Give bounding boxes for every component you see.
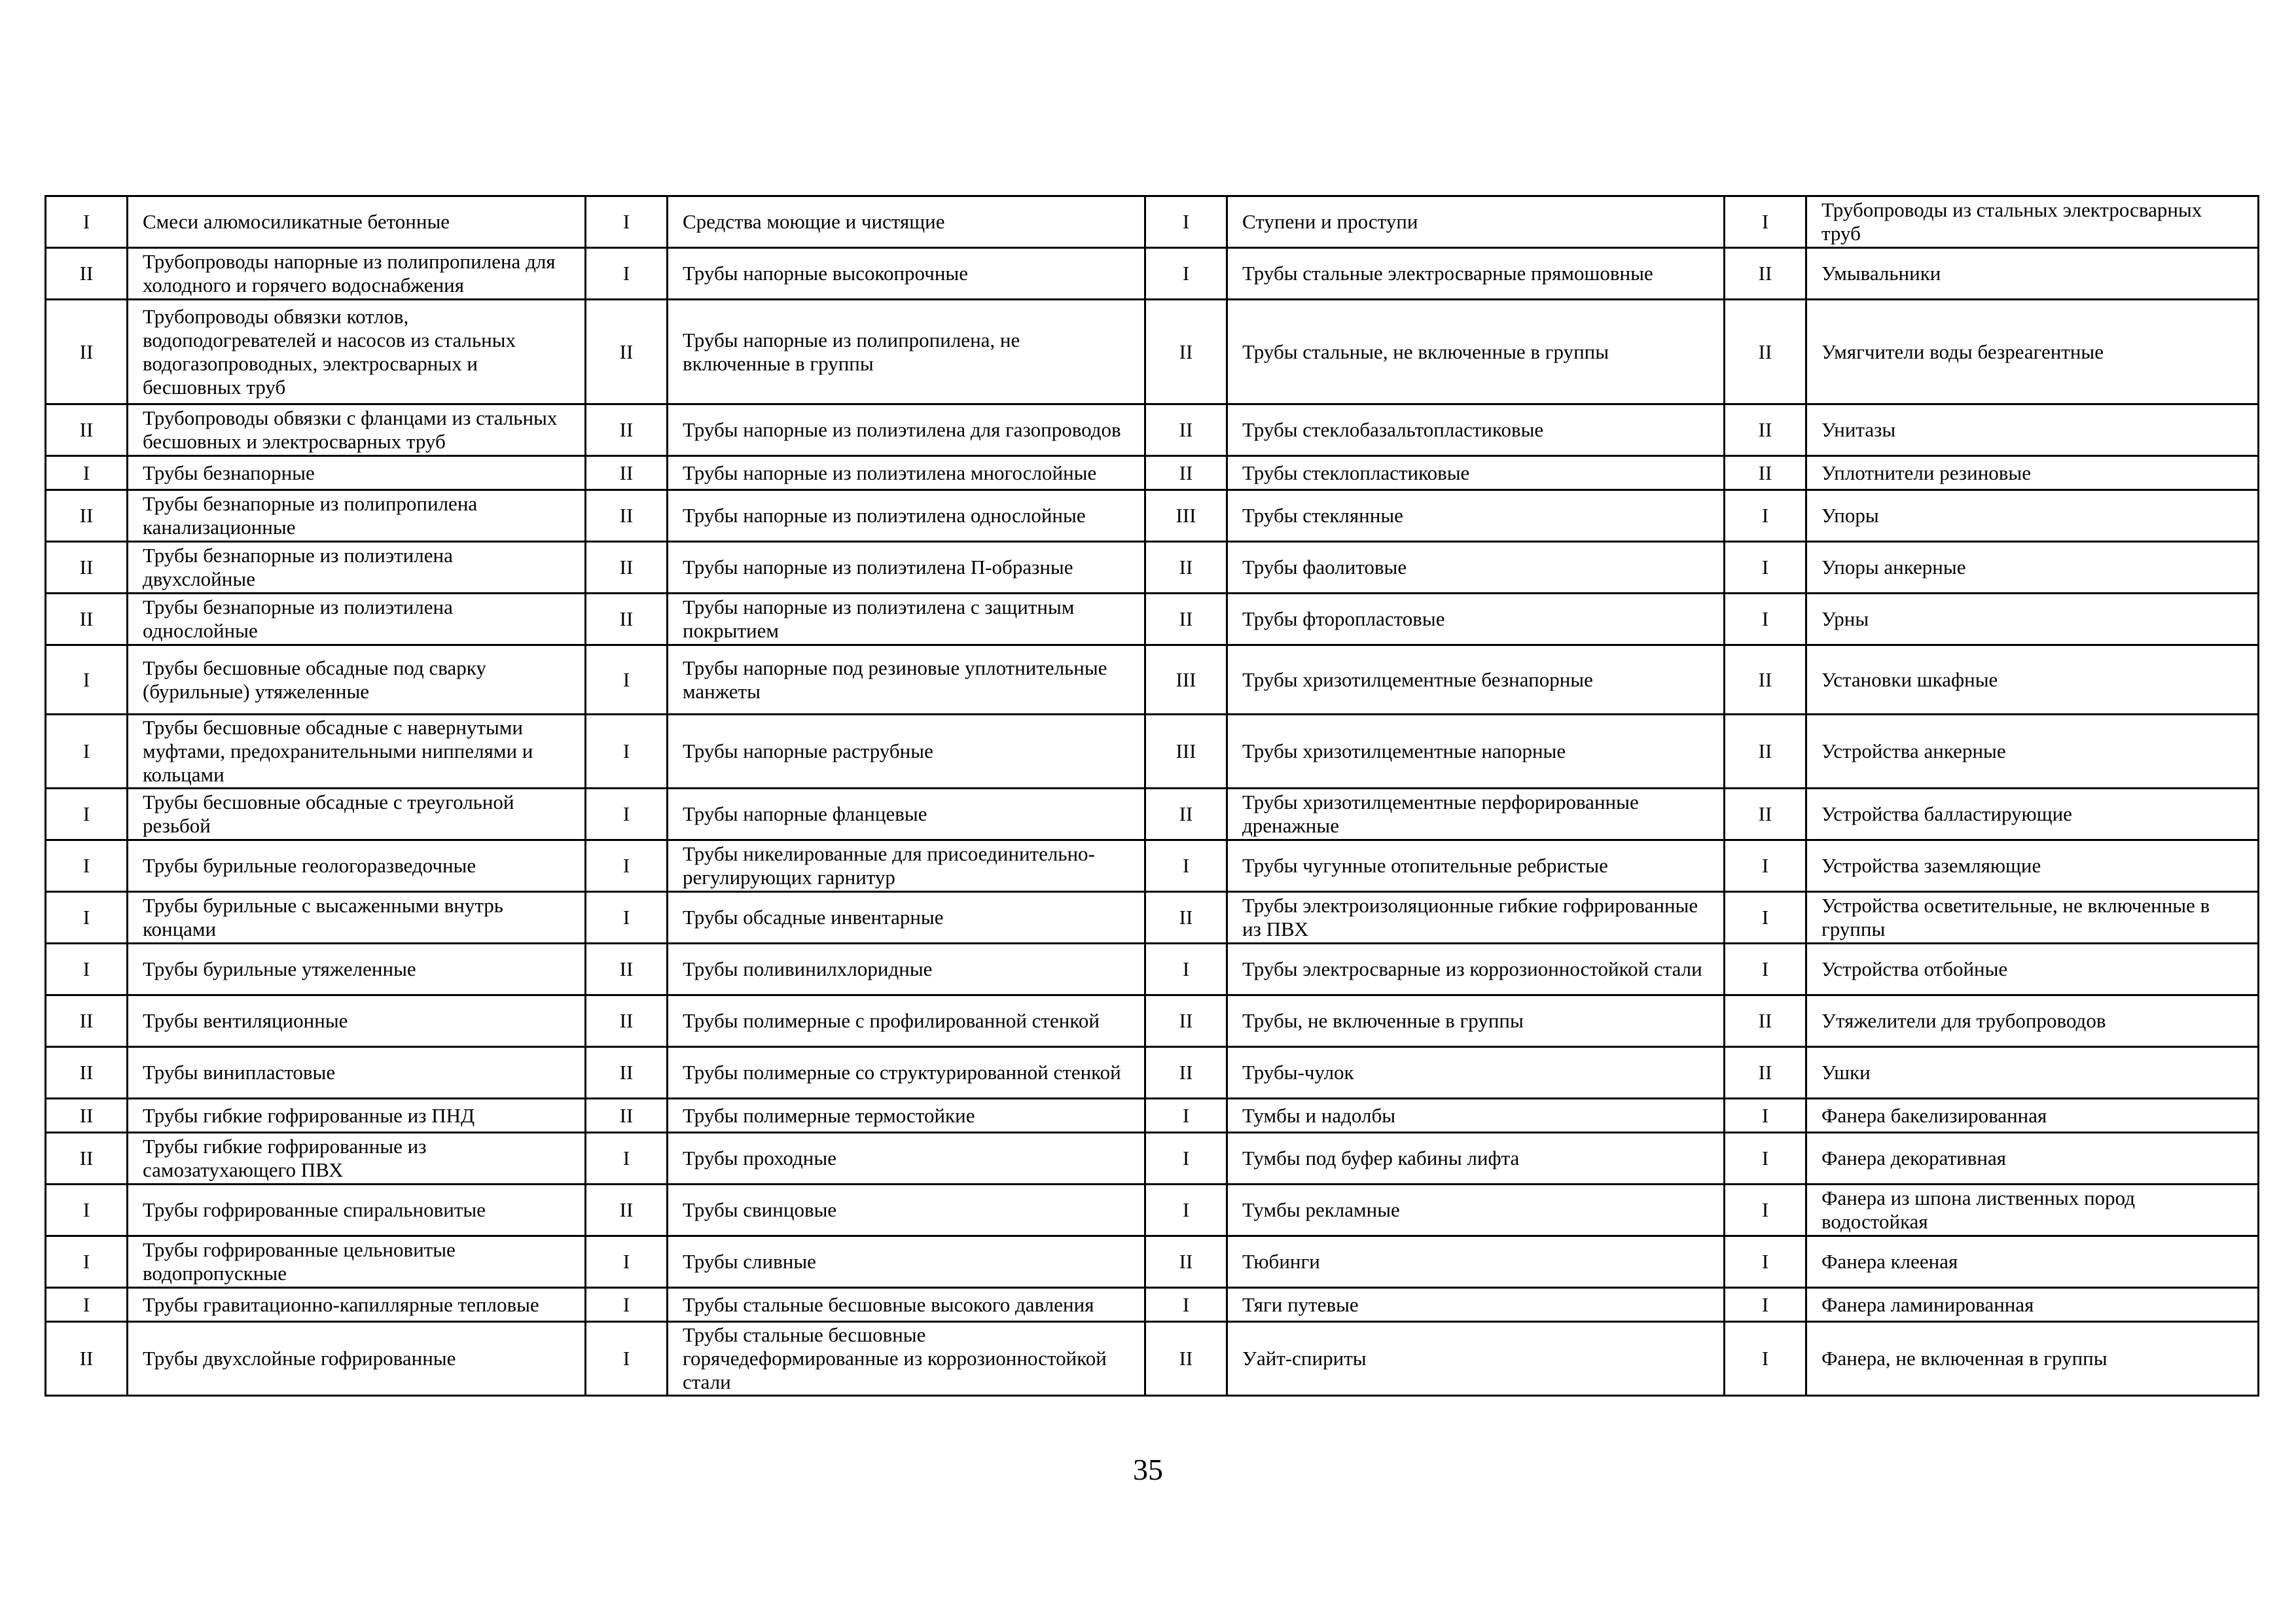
group-cell: I: [46, 456, 128, 490]
group-cell: I: [1145, 1185, 1227, 1236]
table-row: [46, 1047, 2259, 1099]
table-row: [46, 1288, 2259, 1322]
group-cell: II: [1145, 300, 1227, 404]
group-cell: I: [46, 840, 128, 892]
group-cell: I: [46, 789, 128, 840]
group-cell: I: [46, 196, 128, 248]
group-cell: II: [1145, 1047, 1227, 1099]
material-name-cell: Тюбинги: [1227, 1236, 1725, 1288]
material-name-cell: Трубы никелированные для присоединительно-регулирующих гарнитур: [668, 840, 1145, 892]
group-cell: II: [46, 1322, 128, 1396]
group-cell: III: [1145, 490, 1227, 542]
material-name-cell: Уайт-спириты: [1227, 1322, 1725, 1396]
group-cell: I: [1725, 490, 1806, 542]
material-name-cell: Трубы проходные: [668, 1133, 1145, 1185]
group-cell: II: [1145, 404, 1227, 456]
table-row: [46, 715, 2259, 789]
group-cell: II: [1725, 300, 1806, 404]
material-name-cell: Трубы электросварные из коррозионностойкой стали: [1227, 944, 1725, 995]
group-cell: I: [1145, 1099, 1227, 1133]
table-row: [46, 789, 2259, 840]
material-name-cell: Трубы поливинилхлоридные: [668, 944, 1145, 995]
material-name-cell: Трубы полимерные со структурированной стенкой: [668, 1047, 1145, 1099]
group-cell: II: [586, 456, 668, 490]
material-name-cell: Трубы стеклянные: [1227, 490, 1725, 542]
table-row: [46, 542, 2259, 594]
group-cell: II: [1145, 456, 1227, 490]
material-name-cell: Трубы стеклопластиковые: [1227, 456, 1725, 490]
material-name-cell: Ступени и проступи: [1227, 196, 1725, 248]
material-name-cell: Трубы стальные бесшовные горячедеформированные из коррозионностойкой стали: [668, 1322, 1145, 1396]
material-name-cell: Трубы хризотилцементные безнапорные: [1227, 645, 1725, 715]
table-row: [46, 594, 2259, 645]
group-cell: II: [586, 944, 668, 995]
group-cell: II: [46, 1047, 128, 1099]
material-name-cell: Тумбы и надолбы: [1227, 1099, 1725, 1133]
table-row: [46, 490, 2259, 542]
table-row: [46, 1322, 2259, 1396]
material-name-cell: Фанера бакелизированная: [1806, 1099, 2259, 1133]
material-name-cell: Трубы стальные, не включенные в группы: [1227, 300, 1725, 404]
group-cell: II: [1725, 645, 1806, 715]
group-cell: I: [46, 1236, 128, 1288]
material-name-cell: Фанера ламинированная: [1806, 1288, 2259, 1322]
group-cell: I: [1145, 1288, 1227, 1322]
materials-group-table: [45, 195, 2259, 1397]
group-cell: II: [586, 594, 668, 645]
material-name-cell: Уплотнители резиновые: [1806, 456, 2259, 490]
group-cell: I: [1725, 1185, 1806, 1236]
table-row: [46, 404, 2259, 456]
group-cell: I: [46, 1185, 128, 1236]
material-name-cell: Трубы гравитационно-капиллярные тепловые: [128, 1288, 586, 1322]
material-name-cell: Трубопроводы обвязки котлов, водоподогревателей и насосов из стальных водогазопроводных, электросварных и бесшовных труб: [128, 300, 586, 404]
material-name-cell: Трубы напорные из полиэтилена П-образные: [668, 542, 1145, 594]
material-name-cell: Трубы стальные бесшовные высокого давления: [668, 1288, 1145, 1322]
material-name-cell: Тумбы рекламные: [1227, 1185, 1725, 1236]
group-cell: I: [1145, 248, 1227, 300]
group-cell: I: [1725, 1236, 1806, 1288]
material-name-cell: Трубы свинцовые: [668, 1185, 1145, 1236]
material-name-cell: Трубы напорные из полиэтилена многослойные: [668, 456, 1145, 490]
group-cell: II: [1145, 1322, 1227, 1396]
material-name-cell: Фанера декоративная: [1806, 1133, 2259, 1185]
table-row: [46, 840, 2259, 892]
group-cell: I: [586, 248, 668, 300]
group-cell: II: [46, 995, 128, 1047]
material-name-cell: Трубы напорные из полипропилена, не включенные в группы: [668, 300, 1145, 404]
group-cell: I: [1145, 1133, 1227, 1185]
group-cell: I: [1145, 840, 1227, 892]
group-cell: II: [1725, 715, 1806, 789]
group-cell: II: [586, 490, 668, 542]
material-name-cell: Трубы гибкие гофрированные из самозатухающего ПВХ: [128, 1133, 586, 1185]
material-name-cell: Устройства заземляющие: [1806, 840, 2259, 892]
material-name-cell: Трубы безнапорные из полиэтилена однослойные: [128, 594, 586, 645]
group-cell: III: [1145, 645, 1227, 715]
table-row: [46, 944, 2259, 995]
table-row: [46, 196, 2259, 248]
group-cell: I: [586, 1288, 668, 1322]
group-cell: I: [1145, 196, 1227, 248]
material-name-cell: Трубы напорные из полиэтилена однослойные: [668, 490, 1145, 542]
group-cell: I: [586, 789, 668, 840]
material-name-cell: Фанера клееная: [1806, 1236, 2259, 1288]
material-name-cell: Тяги путевые: [1227, 1288, 1725, 1322]
group-cell: I: [46, 715, 128, 789]
group-cell: II: [1725, 404, 1806, 456]
table-row: [46, 248, 2259, 300]
material-name-cell: Умывальники: [1806, 248, 2259, 300]
group-cell: II: [586, 995, 668, 1047]
group-cell: II: [1725, 789, 1806, 840]
material-name-cell: Трубы безнапорные из полипропилена канализационные: [128, 490, 586, 542]
group-cell: I: [586, 1236, 668, 1288]
material-name-cell: Трубы напорные раструбные: [668, 715, 1145, 789]
group-cell: I: [586, 1322, 668, 1396]
group-cell: II: [586, 1099, 668, 1133]
group-cell: II: [46, 542, 128, 594]
group-cell: I: [1725, 1099, 1806, 1133]
material-name-cell: Трубы винипластовые: [128, 1047, 586, 1099]
group-cell: I: [46, 1288, 128, 1322]
material-name-cell: Утяжелители для трубопроводов: [1806, 995, 2259, 1047]
group-cell: II: [586, 404, 668, 456]
group-cell: II: [46, 248, 128, 300]
material-name-cell: Трубы напорные под резиновые уплотнительные манжеты: [668, 645, 1145, 715]
material-name-cell: Трубы бесшовные обсадные с навернутыми муфтами, предохранительными ниппелями и кольцами: [128, 715, 586, 789]
group-cell: II: [1725, 1047, 1806, 1099]
material-name-cell: Трубопроводы напорные из полипропилена для холодного и горячего водоснабжения: [128, 248, 586, 300]
material-name-cell: Трубы бурильные геологоразведочные: [128, 840, 586, 892]
material-name-cell: Трубы, не включенные в группы: [1227, 995, 1725, 1047]
material-name-cell: Умягчители воды безреагентные: [1806, 300, 2259, 404]
group-cell: I: [1725, 196, 1806, 248]
group-cell: II: [586, 1185, 668, 1236]
group-cell: I: [1725, 1133, 1806, 1185]
material-name-cell: Трубы напорные из полиэтилена для газопроводов: [668, 404, 1145, 456]
group-cell: I: [586, 196, 668, 248]
table-row: [46, 1133, 2259, 1185]
group-cell: I: [1725, 1322, 1806, 1396]
group-cell: II: [586, 542, 668, 594]
material-name-cell: Трубы чугунные отопительные ребристые: [1227, 840, 1725, 892]
table-row: [46, 300, 2259, 404]
material-name-cell: Трубы вентиляционные: [128, 995, 586, 1047]
table-row: [46, 995, 2259, 1047]
group-cell: I: [1725, 944, 1806, 995]
material-name-cell: Урны: [1806, 594, 2259, 645]
group-cell: I: [1725, 892, 1806, 944]
group-cell: II: [1145, 892, 1227, 944]
material-name-cell: Установки шкафные: [1806, 645, 2259, 715]
material-name-cell: Трубы гибкие гофрированные из ПНД: [128, 1099, 586, 1133]
material-name-cell: Трубы бурильные утяжеленные: [128, 944, 586, 995]
material-name-cell: Упоры: [1806, 490, 2259, 542]
material-name-cell: Тумбы под буфер кабины лифта: [1227, 1133, 1725, 1185]
group-cell: I: [586, 892, 668, 944]
group-cell: II: [46, 300, 128, 404]
material-name-cell: Трубы полимерные термостойкие: [668, 1099, 1145, 1133]
material-name-cell: Ушки: [1806, 1047, 2259, 1099]
material-name-cell: Трубы сливные: [668, 1236, 1145, 1288]
table-row: [46, 1185, 2259, 1236]
group-cell: II: [1145, 789, 1227, 840]
material-name-cell: Трубы бесшовные обсадные с треугольной резьбой: [128, 789, 586, 840]
table-row: [46, 892, 2259, 944]
table-row: [46, 645, 2259, 715]
group-cell: II: [46, 1133, 128, 1185]
table-row: [46, 456, 2259, 490]
material-name-cell: Средства моющие и чистящие: [668, 196, 1145, 248]
material-name-cell: Трубы электроизоляционные гибкие гофрированные из ПВХ: [1227, 892, 1725, 944]
material-name-cell: Устройства осветительные, не включенные в группы: [1806, 892, 2259, 944]
group-cell: I: [1725, 1288, 1806, 1322]
material-name-cell: Трубы напорные фланцевые: [668, 789, 1145, 840]
material-name-cell: Трубы гофрированные цельновитые водопропускные: [128, 1236, 586, 1288]
table-body: [46, 196, 2259, 1396]
group-cell: III: [1145, 715, 1227, 789]
material-name-cell: Трубы бурильные с высаженными внутрь концами: [128, 892, 586, 944]
group-cell: II: [46, 594, 128, 645]
group-cell: I: [586, 715, 668, 789]
group-cell: II: [1725, 995, 1806, 1047]
material-name-cell: Трубы бесшовные обсадные под сварку (бурильные) утяжеленные: [128, 645, 586, 715]
material-name-cell: Трубы безнапорные: [128, 456, 586, 490]
material-name-cell: Трубы-чулок: [1227, 1047, 1725, 1099]
material-name-cell: Устройства анкерные: [1806, 715, 2259, 789]
group-cell: II: [586, 1047, 668, 1099]
material-name-cell: Унитазы: [1806, 404, 2259, 456]
material-name-cell: Фанера из шпона лиственных пород водостойкая: [1806, 1185, 2259, 1236]
material-name-cell: Смеси алюмосиликатные бетонные: [128, 196, 586, 248]
material-name-cell: Трубы напорные высокопрочные: [668, 248, 1145, 300]
material-name-cell: Трубы хризотилцементные напорные: [1227, 715, 1725, 789]
group-cell: II: [1725, 248, 1806, 300]
group-cell: I: [1725, 594, 1806, 645]
material-name-cell: Трубы хризотилцементные перфорированные дренажные: [1227, 789, 1725, 840]
group-cell: I: [586, 840, 668, 892]
group-cell: I: [1725, 542, 1806, 594]
group-cell: I: [586, 645, 668, 715]
group-cell: II: [1145, 1236, 1227, 1288]
page-number: 35: [1133, 1453, 1163, 1486]
material-name-cell: Трубопроводы обвязки с фланцами из стальных бесшовных и электросварных труб: [128, 404, 586, 456]
material-name-cell: Трубы обсадные инвентарные: [668, 892, 1145, 944]
group-cell: II: [1725, 456, 1806, 490]
group-cell: II: [46, 1099, 128, 1133]
group-cell: II: [1145, 542, 1227, 594]
material-name-cell: Упоры анкерные: [1806, 542, 2259, 594]
material-name-cell: Трубы фторопластовые: [1227, 594, 1725, 645]
material-name-cell: Трубы стальные электросварные прямошовные: [1227, 248, 1725, 300]
material-name-cell: Фанера, не включенная в группы: [1806, 1322, 2259, 1396]
group-cell: I: [46, 944, 128, 995]
group-cell: II: [1145, 995, 1227, 1047]
material-name-cell: Трубы напорные из полиэтилена с защитным покрытием: [668, 594, 1145, 645]
material-name-cell: Трубы гофрированные спиральновитые: [128, 1185, 586, 1236]
group-cell: I: [46, 892, 128, 944]
table-row: [46, 1236, 2259, 1288]
group-cell: II: [46, 404, 128, 456]
table-row: [46, 1099, 2259, 1133]
group-cell: I: [1145, 944, 1227, 995]
group-cell: I: [1725, 840, 1806, 892]
group-cell: II: [1145, 594, 1227, 645]
material-name-cell: Трубопроводы из стальных электросварных труб: [1806, 196, 2259, 248]
material-name-cell: Трубы фаолитовые: [1227, 542, 1725, 594]
material-name-cell: Трубы стеклобазальтопластиковые: [1227, 404, 1725, 456]
material-name-cell: Трубы безнапорные из полиэтилена двухслойные: [128, 542, 586, 594]
group-cell: II: [586, 300, 668, 404]
group-cell: II: [46, 490, 128, 542]
group-cell: I: [586, 1133, 668, 1185]
material-name-cell: Устройства балластирующие: [1806, 789, 2259, 840]
material-name-cell: Трубы полимерные с профилированной стенкой: [668, 995, 1145, 1047]
material-name-cell: Трубы двухслойные гофрированные: [128, 1322, 586, 1396]
group-cell: I: [46, 645, 128, 715]
material-name-cell: Устройства отбойные: [1806, 944, 2259, 995]
